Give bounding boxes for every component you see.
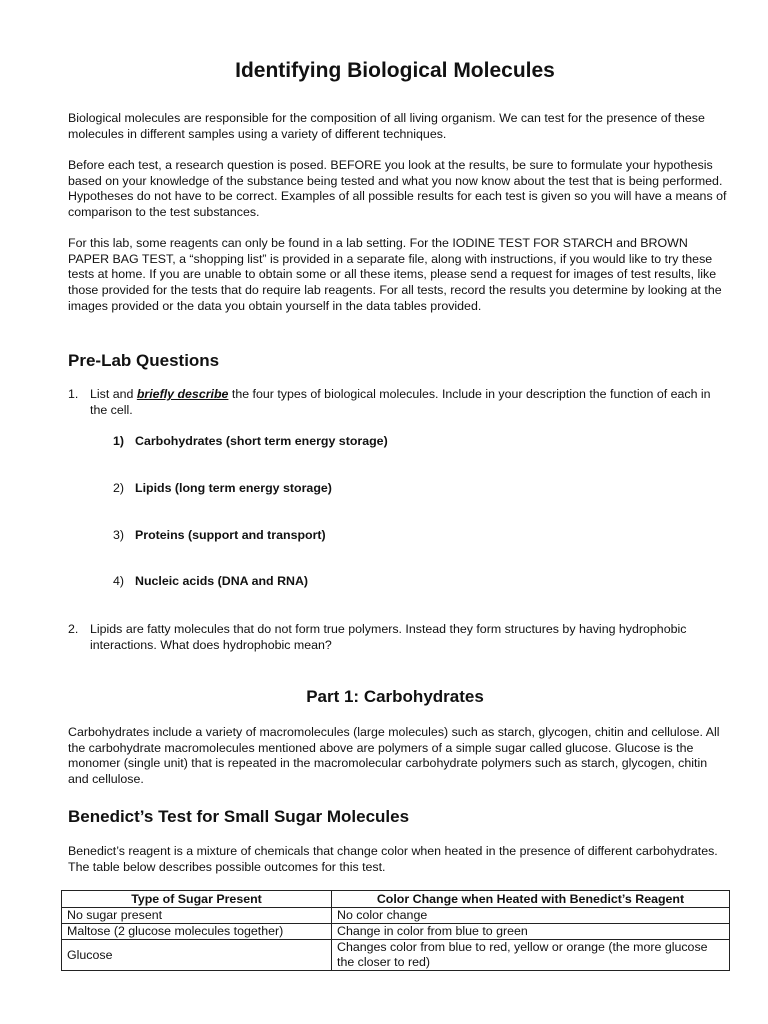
answer-number: 3) (113, 528, 125, 542)
table-row (62, 924, 730, 940)
question-1-text (90, 387, 730, 418)
table-cell: Maltose (2 glucose molecules together) (62, 924, 332, 940)
benedict-paragraph: Benedict’s reagent is a mixture of chemicals that change color when heated in the presence of different carbohydrates. The table below describes possible outcomes for this test. (68, 844, 718, 874)
page-title: Identifying Biological Molecules (235, 59, 555, 82)
table-cell: Glucose (62, 940, 332, 971)
answer-text: Carbohydrates (short term energy storage) (135, 434, 388, 448)
benedict-results-table (61, 890, 730, 971)
answer-item (113, 481, 332, 495)
answer-item (113, 434, 388, 448)
table-header: Color Change when Heated with Benedict’s Reagent (332, 891, 730, 908)
question-2-text: Lipids are fatty molecules that do not form true polymers. Instead they form structures by having hydrophobic interactions. What does hydrophobic mean? (90, 622, 687, 652)
intro-paragraph-2: Before each test, a research question is posed. BEFORE you look at the results, be sure to formulate your hypothesis based on your knowledge of the substance being tested and what you now know about the test that is being performed. Hypotheses do not have to be correct. Examples of all possible results for each test is given so you will have a means of comparison to the test substances. (68, 158, 727, 220)
part1-paragraph: Carbohydrates include a variety of macromolecules (large molecules) such as starch, glycogen, chitin and cellulose. All the carbohydrate macromolecules mentioned above are polymers of a simple sugar called glucose. Glucose is the monomer (single unit) that is repeated in the macromolecular carbohydrate polymers such as starch, glycogen, chitin and cellulose. (68, 725, 720, 787)
table-row (62, 940, 730, 971)
answer-number: 2) (113, 481, 125, 495)
table-cell: Change in color from blue to green (332, 924, 730, 940)
question-1-rest: the four types of biological molecules. Include in your description the function of each in the cell. (90, 387, 711, 417)
answer-item (113, 528, 326, 542)
table-cell: No sugar present (62, 908, 332, 924)
table-cell: No color change (332, 908, 730, 924)
answer-number: 4) (113, 574, 125, 588)
answer-text: Lipids (long term energy storage) (135, 481, 332, 495)
benedict-heading: Benedict’s Test for Small Sugar Molecules (68, 807, 410, 826)
question-2-number: 2. (68, 622, 79, 636)
answer-text: Nucleic acids (DNA and RNA) (135, 574, 309, 588)
answer-text: Proteins (support and transport) (135, 528, 326, 542)
table-header-row (62, 891, 730, 908)
table-row (62, 908, 730, 924)
answer-number: 1) (113, 434, 125, 448)
question-1-emphasis: briefly describe (136, 387, 229, 401)
question-1-number: 1. (68, 387, 79, 401)
question-1-lead: List and (90, 387, 137, 401)
intro-paragraph-3: For this lab, some reagents can only be found in a lab setting. For the IODINE TEST FOR STARCH and BROWN PAPER BAG TEST, a “shopping list” is provided in a separate file, along with instructions, if you would like to try these tests at home. If you are unable to obtain some or all these items, please send a request for images of test results, like those provided for the tests that do require lab reagents. For all tests, record the results you determine by looking at the images provided or the data you obtain yourself in the data tables provided. (68, 236, 722, 313)
prelab-heading: Pre-Lab Questions (68, 351, 220, 370)
table-cell: Changes color from blue to red, yellow or orange (the more glucose the closer to red) (332, 940, 730, 971)
answer-item (113, 574, 308, 588)
part1-heading: Part 1: Carbohydrates (306, 687, 484, 706)
intro-paragraph-1: Biological molecules are responsible for the composition of all living organism. We can test for the presence of these molecules in different samples using a variety of different techniques. (68, 111, 705, 141)
table-header: Type of Sugar Present (62, 891, 332, 908)
